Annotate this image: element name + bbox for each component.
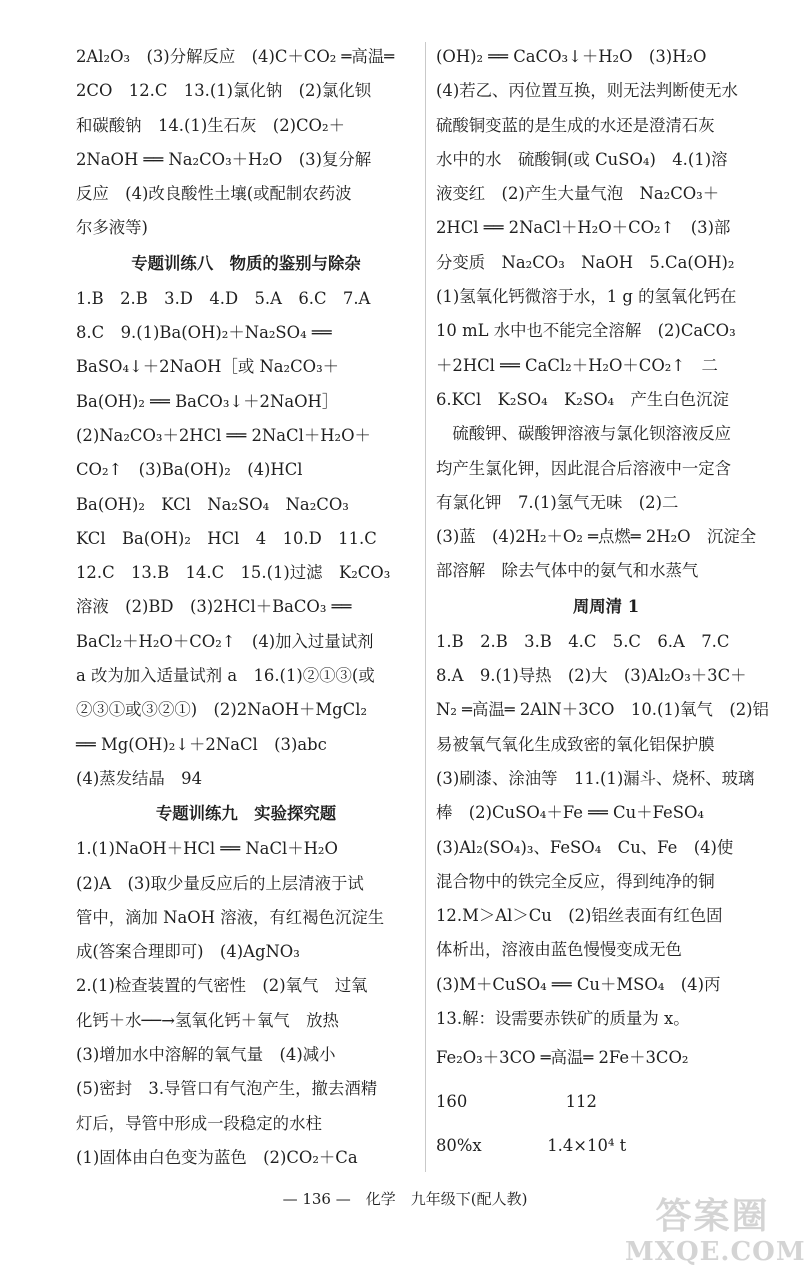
section-heading: 周周清 1 [572, 596, 640, 616]
answer-column-right [436, 40, 776, 1168]
answer-line: (5)密封 3.导管口有气泡产生，撤去酒精 [76, 1079, 378, 1099]
answer-line: 反应 (4)改良酸性土壤(或配制农药波 [76, 184, 352, 204]
answer-line: 化钙＋水──→氢氧化钙＋氧气 放热 [76, 1010, 339, 1030]
answer-line: 部溶解 除去气体中的氨气和水蒸气 [436, 561, 699, 581]
answer-line: BaSO₄↓＋2NaOH［或 Na₂CO₃＋ [76, 357, 340, 377]
site-watermark [625, 1195, 806, 1275]
answer-line: (2)A (3)取少量反应后的上层清液于试 [76, 873, 364, 893]
answer-line: 10 mL 水中也不能完全溶解 (2)CaCO₃ [436, 321, 736, 341]
answer-line: BaCl₂＋H₂O＋CO₂↑ (4)加入过量试剂 [76, 631, 374, 651]
answer-line: 水中的水 硫酸铜(或 CuSO₄) 4.(1)溶 [436, 149, 728, 169]
section-heading: 专题训练八 物质的鉴别与除杂 [131, 253, 361, 273]
answer-line: (1)氢氧化钙微溶于水，1 g 的氢氧化钙在 [436, 287, 737, 307]
answer-line: (3)Al₂(SO₄)₃、FeSO₄ Cu、Fe (4)使 [436, 837, 734, 857]
answer-line: 易被氧气氧化生成致密的氧化铝保护膜 [436, 734, 715, 754]
answer-line: 6.KCl K₂SO₄ K₂SO₄ 产生白色沉淀 [436, 389, 729, 409]
answer-line: 2NaOH ══ Na₂CO₃＋H₂O (3)复分解 [76, 149, 372, 169]
watermark-logo-text: 答案圈 [655, 1195, 770, 1237]
answer-line: 1.B 2.B 3.D 4.D 5.A 6.C 7.A [76, 288, 371, 308]
answer-line: 2HCl ══ 2NaCl＋H₂O＋CO₂↑ (3)部 [436, 218, 731, 238]
answer-line: 8.C 9.(1)Ba(OH)₂＋Na₂SO₄ ══ [76, 323, 332, 343]
answer-line: ══ Mg(OH)₂↓＋2NaCl (3)abc [76, 734, 327, 754]
equation-line: Fe₂O₃＋3CO ═高温═ 2Fe＋3CO₂ [436, 1048, 689, 1068]
answer-line: 2Al₂O₃ (3)分解反应 (4)C＋CO₂ ═高温═ [76, 47, 395, 66]
answer-line: (3)刷漆、涂油等 11.(1)漏斗、烧杯、玻璃 [436, 768, 755, 788]
answer-line: 混合物中的铁完全反应，得到纯净的铜 [436, 871, 715, 891]
answer-line: 和碳酸钠 14.(1)生石灰 (2)CO₂＋ [76, 115, 345, 135]
column-divider [425, 42, 426, 1172]
answer-line: 硫酸铜变蓝的是生成的水还是澄清石灰 [436, 115, 715, 135]
answer-line: 12.C 13.B 14.C 15.(1)过滤 K₂CO₃ [76, 563, 391, 583]
answer-line: CO₂↑ (3)Ba(OH)₂ (4)HCl [76, 460, 303, 480]
answer-line: 硫酸钾、碳酸钾溶液与氯化钡溶液反应 [436, 424, 732, 444]
answer-line: (3)M＋CuSO₄ ══ Cu＋MSO₄ (4)丙 [436, 974, 721, 994]
answer-line: (4)若乙、丙位置互换，则无法判断使无水 [436, 81, 738, 101]
equation-values-line: 80%x 1.4×10⁴ t [436, 1136, 627, 1156]
answer-line: 13.解：设需要赤铁矿的质量为 x。 [436, 1009, 690, 1029]
answer-line: 12.M＞Al＞Cu (2)铝丝表面有红色固 [436, 906, 723, 926]
answer-line: 2CO 12.C 13.(1)氯化钠 (2)氯化钡 [76, 81, 372, 101]
answer-line: 8.A 9.(1)导热 (2)大 (3)Al₂O₃＋3C＋ [436, 666, 747, 686]
answer-line: 分变质 Na₂CO₃ NaOH 5.Ca(OH)₂ [436, 252, 735, 272]
answer-line: Ba(OH)₂ KCl Na₂SO₄ Na₂CO₃ [76, 494, 349, 514]
answer-line: 尔多液等) [76, 218, 148, 238]
answer-line: 有氯化钾 7.(1)氢气无味 (2)二 [436, 492, 679, 512]
answer-line: 溶液 (2)BD (3)2HCl＋BaCO₃ ══ [76, 597, 352, 617]
answer-line: (1)固体由白色变为蓝色 (2)CO₂＋Ca [76, 1147, 358, 1167]
answer-line: 灯后，导管中形成一段稳定的水柱 [76, 1113, 322, 1133]
answer-line: 管中，滴加 NaOH 溶液，有红褐色沉淀生 [76, 907, 385, 927]
answer-line: 体析出，溶液由蓝色慢慢变成无色 [436, 940, 682, 960]
answer-line: 均产生氯化钾，因此混合后溶液中一定含 [436, 458, 732, 478]
answer-line: 棒 (2)CuSO₄＋Fe ══ Cu＋FeSO₄ [436, 803, 704, 823]
answer-line: (3)增加水中溶解的氧气量 (4)减小 [76, 1045, 336, 1065]
answer-column-left [76, 40, 416, 1175]
answer-line: 成(答案合理即可) (4)AgNO₃ [76, 942, 300, 962]
answer-line: 1.(1)NaOH＋HCl ══ NaCl＋H₂O [76, 839, 338, 859]
answer-line: ＋2HCl ══ CaCl₂＋H₂O＋CO₂↑ 二 [436, 355, 718, 375]
answer-line: KCl Ba(OH)₂ HCl 4 10.D 11.C [76, 528, 377, 548]
answer-line: 2.(1)检查装置的气密性 (2)氧气 过氧 [76, 976, 368, 996]
page-footer: — 136 — 化学 九年级下(配人教) [282, 1190, 528, 1208]
answer-line: (2)Na₂CO₃＋2HCl ══ 2NaCl＋H₂O＋ [76, 425, 371, 445]
section-heading: 专题训练九 实验探究题 [155, 804, 337, 824]
answer-line: 1.B 2.B 3.B 4.C 5.C 6.A 7.C [436, 631, 730, 651]
equation-values-line: 160 112 [436, 1092, 597, 1112]
watermark-url: MXQE.COM [625, 1237, 806, 1267]
answer-line: (OH)₂ ══ CaCO₃↓＋H₂O (3)H₂O [436, 47, 707, 66]
answer-line: 液变红 (2)产生大量气泡 Na₂CO₃＋ [436, 184, 720, 204]
answer-line: (4)蒸发结晶 94 [76, 768, 203, 788]
answer-line: N₂ ═高温═ 2AlN＋3CO 10.(1)氧气 (2)铝 [436, 700, 769, 720]
answer-line: (3)蓝 (4)2H₂＋O₂ ═点燃═ 2H₂O 沉淀全 [436, 527, 757, 547]
answer-line: Ba(OH)₂ ══ BaCO₃↓＋2NaOH］ [76, 391, 339, 411]
answer-line: ②③①或③②①) (2)2NaOH＋MgCl₂ [76, 700, 368, 720]
answer-line: a 改为加入适量试剂 a 16.(1)②①③(或 [76, 666, 375, 686]
